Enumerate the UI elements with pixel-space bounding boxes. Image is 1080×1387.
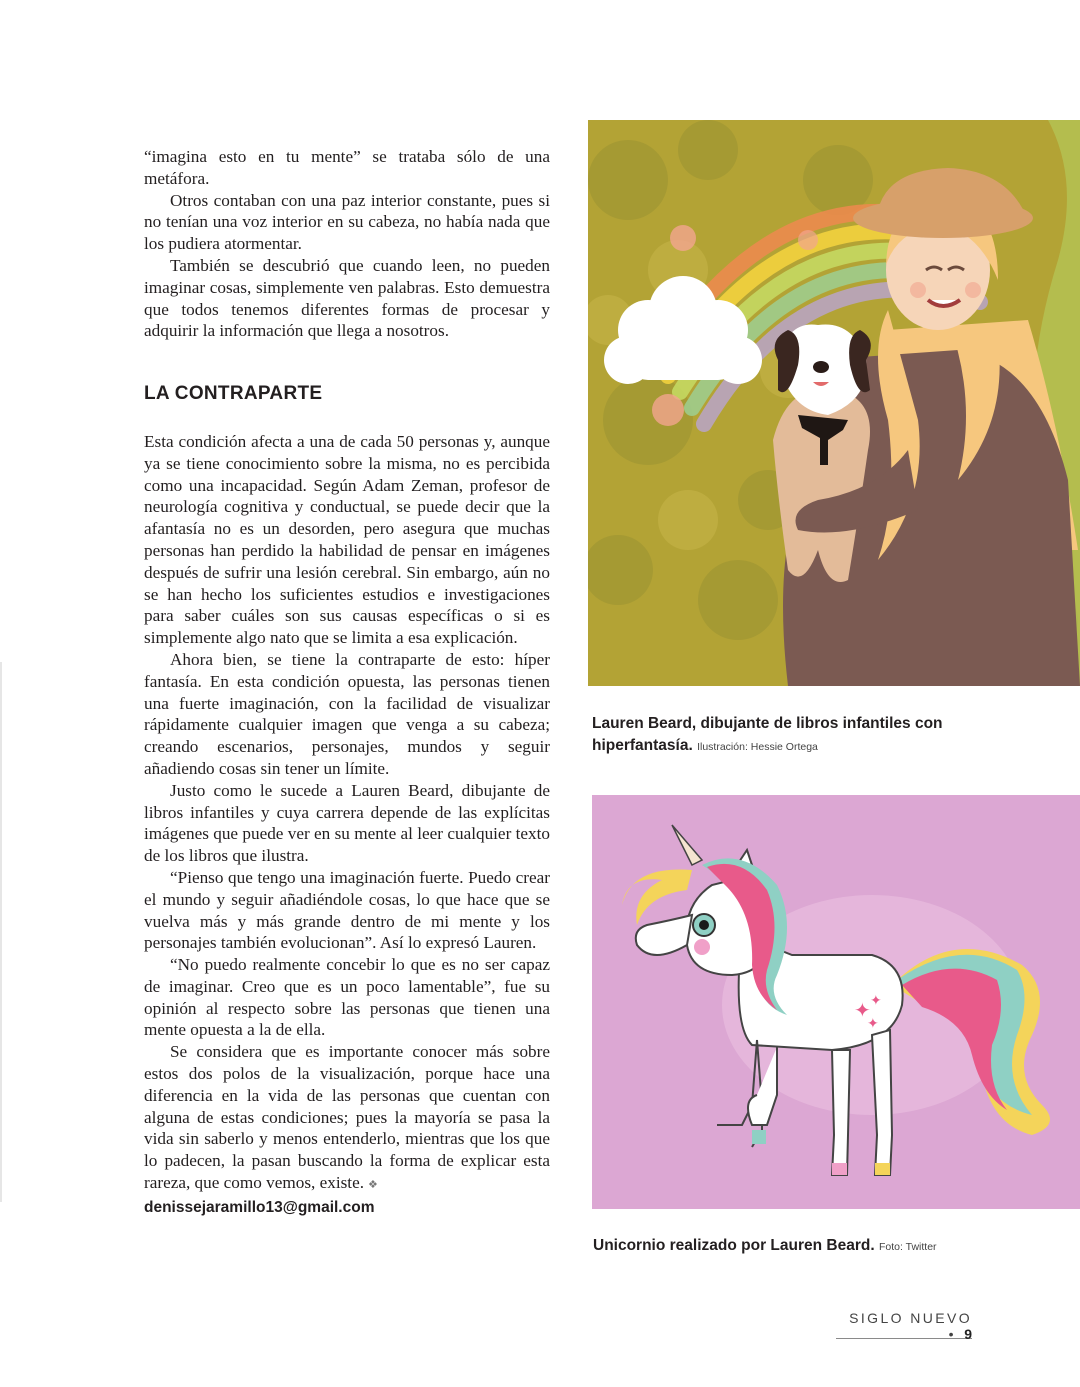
- paragraph-last: [144, 1041, 550, 1197]
- page-folio: [836, 1310, 972, 1342]
- paragraph: Justo como le sucede a Lauren Beard, dibujante de libros infantiles y cuya carrera depende de las explícitas imágenes que puede ver en su mente al leer cualquier texto de los libros que ilustra.: [144, 780, 550, 866]
- caption-text: Lauren Beard, dibujante de libros infantiles con hiperfantasía.: [592, 715, 943, 754]
- illustration-lauren-beard: [588, 120, 1080, 686]
- paragraph-text: Se considera que es importante conocer más sobre estos dos polos de la visualización, porque hace una diferencia en la vida de las personas que cuentan con alguna de estas condiciones; pues la mayoría se pasa la vida sin saberlo y menos entenderlo, mientras que los que lo padecen, la pasan buscando la forma de explicar esta rareza, que como vemos, existe.: [144, 1042, 550, 1193]
- page-number: 9: [964, 1326, 972, 1342]
- paragraph: Esta condición afecta a una de cada 50 personas y, aunque ya se tiene conocimiento sobre la misma, no es percibida como una incapacidad. Según Adam Zeman, profesor de neurología cognitiva y conductual, se puede decir que la afantasía no es un desorden, pero asegura que muchas personas han perdido la habilidad de pensar en imágenes después de sufrir una lesión cerebral. Sin embargo, aún no se han hecho los suficientes estudios e investigaciones para saber cuáles son sus causas específicas o si es simplemente algo nato que se limita a esa explicación.: [144, 431, 550, 648]
- magazine-name: SIGLO NUEVO: [849, 1310, 972, 1326]
- folio-separator: •: [948, 1326, 956, 1342]
- article-body: [144, 146, 550, 1219]
- svg-text:✦: ✦: [854, 998, 871, 1022]
- page-edge-mark: [0, 662, 2, 1202]
- end-mark-icon: ❖: [368, 1179, 378, 1192]
- caption-illustration-1: [592, 713, 1012, 758]
- author-email[interactable]: denissejaramillo13@gmail.com: [144, 1198, 375, 1216]
- svg-text:✦: ✦: [870, 993, 882, 1009]
- caption-credit: Ilustración: Hessie Ortega: [697, 741, 818, 753]
- paragraph: Ahora bien, se tiene la contraparte de esto: híper fantasía. En esta condición opuesta, las personas tienen una fuerte imaginación, con la facilidad de visualizar rápidamente cualquier imagen que venga a su cabeza; creando escenarios, personajes, mundos y seguir añadiendo cosas sin tener un límite.: [144, 649, 550, 778]
- caption-credit: Foto: Twitter: [878, 1241, 937, 1253]
- svg-text:✦: ✦: [867, 1016, 879, 1032]
- illustration-unicorn-svg: [592, 795, 1080, 1209]
- illustration-lauren-beard-svg: [588, 120, 1080, 686]
- section-heading: LA CONTRAPARTE: [144, 383, 323, 405]
- paragraph: “No puedo realmente concebir lo que es no ser capaz de imaginar. Creo que es un poco lamentable”, fue su opinión al respecto sobre las personas que tienen una mente opuesta a la de ella.: [144, 955, 550, 1040]
- caption-illustration-2: [593, 1235, 1033, 1258]
- paragraph: Otros contaban con una paz interior constante, pues si no tenían una voz interior en su cabeza, no había nada que los pudiera atormentar.: [144, 190, 550, 254]
- paragraph: También se descubrió que cuando leen, no pueden imaginar cosas, simplemente ven palabras. Esto demuestra que todos tenemos diferentes formas de procesar y adquirir la información que llega a nosotros.: [144, 255, 550, 341]
- caption-text: Unicornio realizado por Lauren Beard.: [593, 1237, 875, 1254]
- illustration-unicorn: [592, 795, 1080, 1209]
- paragraph: “imagina esto en tu mente” se trataba sólo de una metáfora.: [144, 147, 550, 188]
- paragraph: “Pienso que tengo una imaginación fuerte. Puedo crear el mundo y seguir añadiéndole cosas, lo que hace que se vuelva más y más grande dentro de mi mente y los personajes también evolucionan”. Así lo expresó Lauren.: [144, 867, 550, 953]
